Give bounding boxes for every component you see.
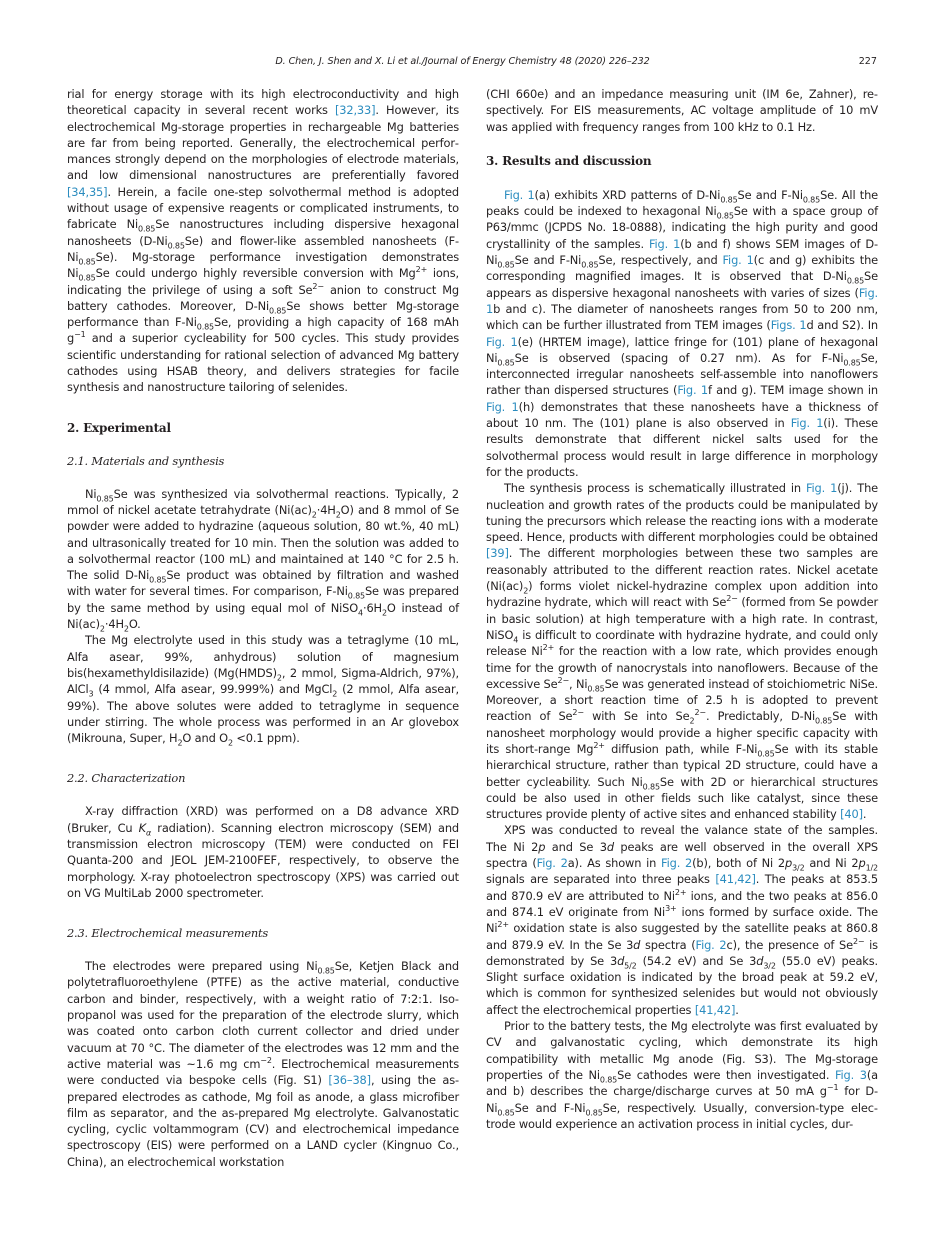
citation-link[interactable]: [34,35] bbox=[67, 184, 108, 199]
figure-link[interactable]: Fig. 1 bbox=[722, 253, 754, 268]
subsection-heading-characterization: 2.2. Characterization bbox=[67, 771, 186, 786]
characterization-paragraph: X-ray diffraction (XRD) was performed on a D8 advance XRD (Bruker, Cu $K_\alpha$ radiation). Scanning electron microscopy (SEM) and transmission electron microscopy (TEM) were conducted on FEI Quanta-200 and JEOL JEM-2100FEF, respectively, to observe the morphology. X-ray photoelectron spectroscopy (XPS) was carried out on VG MultiLab 2000 spectrometer. bbox=[67, 804, 459, 900]
figure-link[interactable]: Fig. 1 bbox=[648, 236, 681, 251]
citation-link[interactable]: [41,42] bbox=[715, 872, 756, 887]
citation-link[interactable]: [39] bbox=[486, 546, 509, 561]
figure-link[interactable]: Fig. 1 bbox=[805, 481, 838, 496]
left-column bbox=[67, 86, 459, 1170]
synthesis-process-paragraph: The synthesis process is schematically illustrated in Fig. 1(j). The nucleation and growth rates of the products could be manipulated by tuning the precursors which release the reacting ions with a moderate speed. Hence, products with different morphologies could be obtained [39]. The different morphologies between these two samples are reasonably attributed to the different reaction rates. Nickel acetate $(Ni(ac)_2)$ forms violet nickel-hydrazine complex upon addition into hydrazine hydrate, which will react with $Se^{2-}$ (formed from Se powder in basic solution) at high temperature with a high rate. In contrast, NiSO$_4$ is difficult to coordinate with hydrazine hydrate, and could only release $Ni^{2+}$ for the reaction with a low rate, which provides enough time for the growth of nanocrystals into nanoflowers. Because of the excessive $Se^{2-}$, $Ni_{0.85}Se$ was generated instead of stoichiometric NiSe. Moreover, a short reaction time of 2.5 h is adopted to prevent reaction of $Se^{2-}$ with Se into $Se_2^{2-}$. Predictably, $D-Ni_{0.85}Se$ with nanosheet morphology would provide a higher specific capacity with its short-range $Mg^{2+}$ diffusion path, while $F-Ni_{0.85}Se$ with its stable hierarchical structure, rather than typical 2D structure, could have a better cycleability. Such $Ni_{0.85}Se$ with 2D or hierarchical structures could be also used in other fields such like catalyst, since these structures provide plenty of active sites and enhanced stability [40]. bbox=[486, 481, 879, 822]
right-column bbox=[486, 86, 878, 1132]
electrolyte-paragraph: The Mg electrolyte used in this study was a tetraglyme (10 mL, Alfa asear, 99%, anhydrous) solution of magnesium bis(hexamethyldisilazide) ($Mg(HMDS)_2$, 2 mmol, Sigma-Aldrich, 97%), AlCl$_3$ (4 mmol, Alfa asear, 99.999%) and MgCl$_2$ (2 mmol, Alfa asear, 99%). The above solutes were added to tetraglyme in sequence under stirring. The whole process was performed in an Ar glovebox (Mikrouna, Super, $H_2O$ and $O_2 <0.1$ ppm). bbox=[67, 633, 459, 748]
figure-link[interactable]: Fig. 1 bbox=[486, 399, 519, 414]
section-heading-experimental: 2. Experimental bbox=[67, 420, 171, 435]
subsection-heading-electrochemical: 2.3. Electrochemical measurements bbox=[67, 926, 269, 941]
figure-link[interactable]: Fig. 2 bbox=[661, 856, 693, 871]
intro-paragraph: rial for energy storage with its high electroconductivity and high theoretical capacity in several recent works [32,33]. However, its electrochemical Mg-storage properties in rechargeable Mg batteries are far from being reported. Generally, the electrochemical performances strongly depend on the morphologies of electrode materials, and low dimensional nanostructures are preferentially favored [34,35]. Herein, a facile one-step solvothermal method is adopted without usage of expensive reagents or complicated instruments, to fabricate $Ni_{0.85}Se$ nanostructures including dispersive hexagonal nanosheets $(D-Ni_{0.85}Se)$ and flower-like assembled nanosheets $(F-Ni_{0.85}Se)$. Mg-storage performance investigation demonstrates $Ni_{0.85}Se$ could undergo highly reversible conversion with $Mg^{2+}$ ions, indicating the privilege of using a soft $Se^{2-}$ anion to construct Mg battery cathodes. Moreover, $D-Ni_{0.85}Se$ shows better Mg-storage performance than $F-Ni_{0.85}Se$, providing a high capacity of 168 mAh $g^{-1}$ and a superior cycleability for 500 cycles. This study provides scientific understanding for rational selection of advanced Mg battery cathodes using HSAB theory, and delivers strategies for facile synthesis and nanostructure tailoring of selenides. bbox=[67, 87, 459, 395]
synthesis-paragraph: $Ni_{0.85}Se$ was synthesized via solvothermal reactions. Typically, 2 mmol of nickel acetate tetrahydrate $(Ni(ac)_2\cdot 4H_2O)$ and 8 mmol of Se powder were added to hydrazine (aqueous solution, 80 wt.%, 40 mL) and ultrasonically treated for 10 min. Then the solution was added to a solvothermal reactor (100 mL) and maintained at 140 °C for 2.5 h. The solid $D-Ni_{0.85}Se$ product was obtained by filtration and washed with water for several times. For comparison, $F-Ni_{0.85}Se$ was prepared by the same method by using equal mol of $NiSO_4\cdot 6H_2O$ instead of $Ni(ac)_2\cdot 4H_2O$. bbox=[67, 486, 459, 634]
figure-link[interactable]: Figs. 1 bbox=[770, 318, 807, 333]
figure-link[interactable]: Fig. 3 bbox=[834, 1067, 867, 1082]
eis-continued-paragraph: (CHI 660e) and an impedance measuring unit (IM 6e, Zahner), respectively. For EIS measurements, AC voltage amplitude of 10 mV was applied with frequency ranges from 100 kHz to 0.1 Hz. bbox=[486, 87, 878, 134]
xps-paragraph: XPS was conducted to reveal the valance state of the samples. The Ni 2p and Se 3d peaks are well observed in the overall XPS spectra (Fig. 2a). As shown in Fig. 2(b), both of Ni $2p_{3/2}$ and Ni $2p_{1/2}$ signals are separated into three peaks [41,42]. The peaks at 853.5 and 870.9 eV are attributed to $Ni^{2+}$ ions, and the two peaks at 856.0 and 874.1 eV originate from $Ni^{3+}$ ions formed by surface oxide. The $Ni^{2+}$ oxidation state is also suggested by the satellite peaks at 860.8 and 879.9 eV. In the Se 3d spectra (Fig. 2c), the presence of $Se^{2-}$ is demonstrated by Se $3d_{5/2}$ (54.2 eV) and Se $3d_{3/2}$ (55.0 eV) peaks. Slight surface oxidation is indicated by the broad peak at 59.2 eV, which is common for synthesized selenides but would not obviously affect the electrochemical properties [41,42]. bbox=[486, 823, 878, 1017]
citation-link[interactable]: [40] bbox=[840, 807, 863, 822]
journal-citation: D. Chen, J. Shen and X. Li et al./Journal of Energy Chemistry 48 (2020) 226–232 bbox=[275, 56, 650, 67]
xrd-paragraph: Fig. 1(a) exhibits XRD patterns of $D-Ni_{0.85}Se$ and $F-Ni_{0.85}Se$. All the peaks could be indexed to hexagonal $Ni_{0.85}Se$ with a space group of P63/mmc (JCPDS No. 18-0888), indicating the high purity and good crystallinity of the samples. Fig. 1(b and f) shows SEM images of $D-Ni_{0.85}Se$ and $F-Ni_{0.85}Se$, respectively, and Fig. 1(c and g) exhibits the corresponding magnified images. It is observed that $D-Ni_{0.85}Se$ appears as dispersive hexagonal nanosheets with varies of sizes (Fig. 1b and c). The diameter of nanosheets ranges from 50 to 200 nm, which can be further illustrated from TEM images (Figs. 1d and S2). In Fig. 1(e) (HRTEM image), lattice fringe for (101) plane of hexagonal $Ni_{0.85}Se$ is observed (spacing of 0.27 nm). As for $F-Ni_{0.85}Se$, interconnected irregular nanosheets self-assemble into nanoflowers rather than dispersed structures (Fig. 1f and g). TEM image shown in Fig. 1(h) demonstrates that these nanosheets have a thickness of about 10 nm. The (101) plane is also observed in Fig. 1(i). These results demonstrate that different nickel salts used for the solvothermal process would result in large difference in morphology for the products. bbox=[486, 187, 879, 479]
figure-link[interactable]: Fig. 1 bbox=[486, 285, 878, 316]
battery-tests-paragraph: Prior to the battery tests, the Mg electrolyte was first evaluated by CV and galvanostatic cycling, which demonstrate its high compatibility with metallic Mg anode (Fig. S3). The Mg-storage properties of the $Ni_{0.85}Se$ cathodes were then investigated. Fig. 3(a and b) describes the charge/discharge curves at 50 mA $g^{-1}$ for $D-Ni_{0.85}Se$ and $F-Ni_{0.85}Se$, respectively. Usually, conversion-type electrode would experience an activation process in initial cycles, dur- bbox=[486, 1019, 878, 1131]
figure-link[interactable]: Fig. 1 bbox=[790, 416, 824, 431]
citation-link[interactable]: [41,42] bbox=[694, 1002, 736, 1017]
citation-link[interactable]: [32,33] bbox=[334, 103, 376, 118]
subsection-heading-materials: 2.1. Materials and synthesis bbox=[67, 453, 225, 468]
running-header bbox=[0, 56, 925, 70]
electrochemical-paragraph: The electrodes were prepared using $Ni_{0.85}Se$, Ketjen Black and polytetrafluoroethylene (PTFE) as the active material, conductive carbon and binder, respectively, with a weight ratio of 7:2:1. Isopropanol was used for the preparation of the electrode slurry, which was coated onto carbon cloth current collector and dried under vacuum at 70 °C. The diameter of the electrodes was 12 mm and the active material was ~1.6 mg $cm^{-2}$. Electrochemical measurements were conducted via bespoke cells (Fig. S1) [36–38], using the as-prepared electrodes as cathode, Mg foil as anode, a glass microfiber film as separator, and the as-prepared Mg electrolyte. Galvanostatic cycling, cyclic voltammogram (CV) and electrochemical impedance spectroscopy (EIS) were performed on a LAND cycler (Kingnuo Co., China), an electrochemical workstation bbox=[67, 959, 459, 1169]
citation-link[interactable]: [36–38] bbox=[328, 1073, 371, 1088]
figure-link[interactable]: Fig. 1 bbox=[504, 187, 535, 202]
figure-link[interactable]: Fig. 1 bbox=[486, 334, 518, 349]
figure-link[interactable]: Fig. 2 bbox=[695, 937, 727, 952]
figure-link[interactable]: Fig. 2 bbox=[536, 856, 568, 871]
page-number: 227 bbox=[858, 56, 877, 67]
figure-link[interactable]: Fig. 1 bbox=[677, 383, 708, 398]
section-heading-results: 3. Results and discussion bbox=[486, 153, 652, 168]
